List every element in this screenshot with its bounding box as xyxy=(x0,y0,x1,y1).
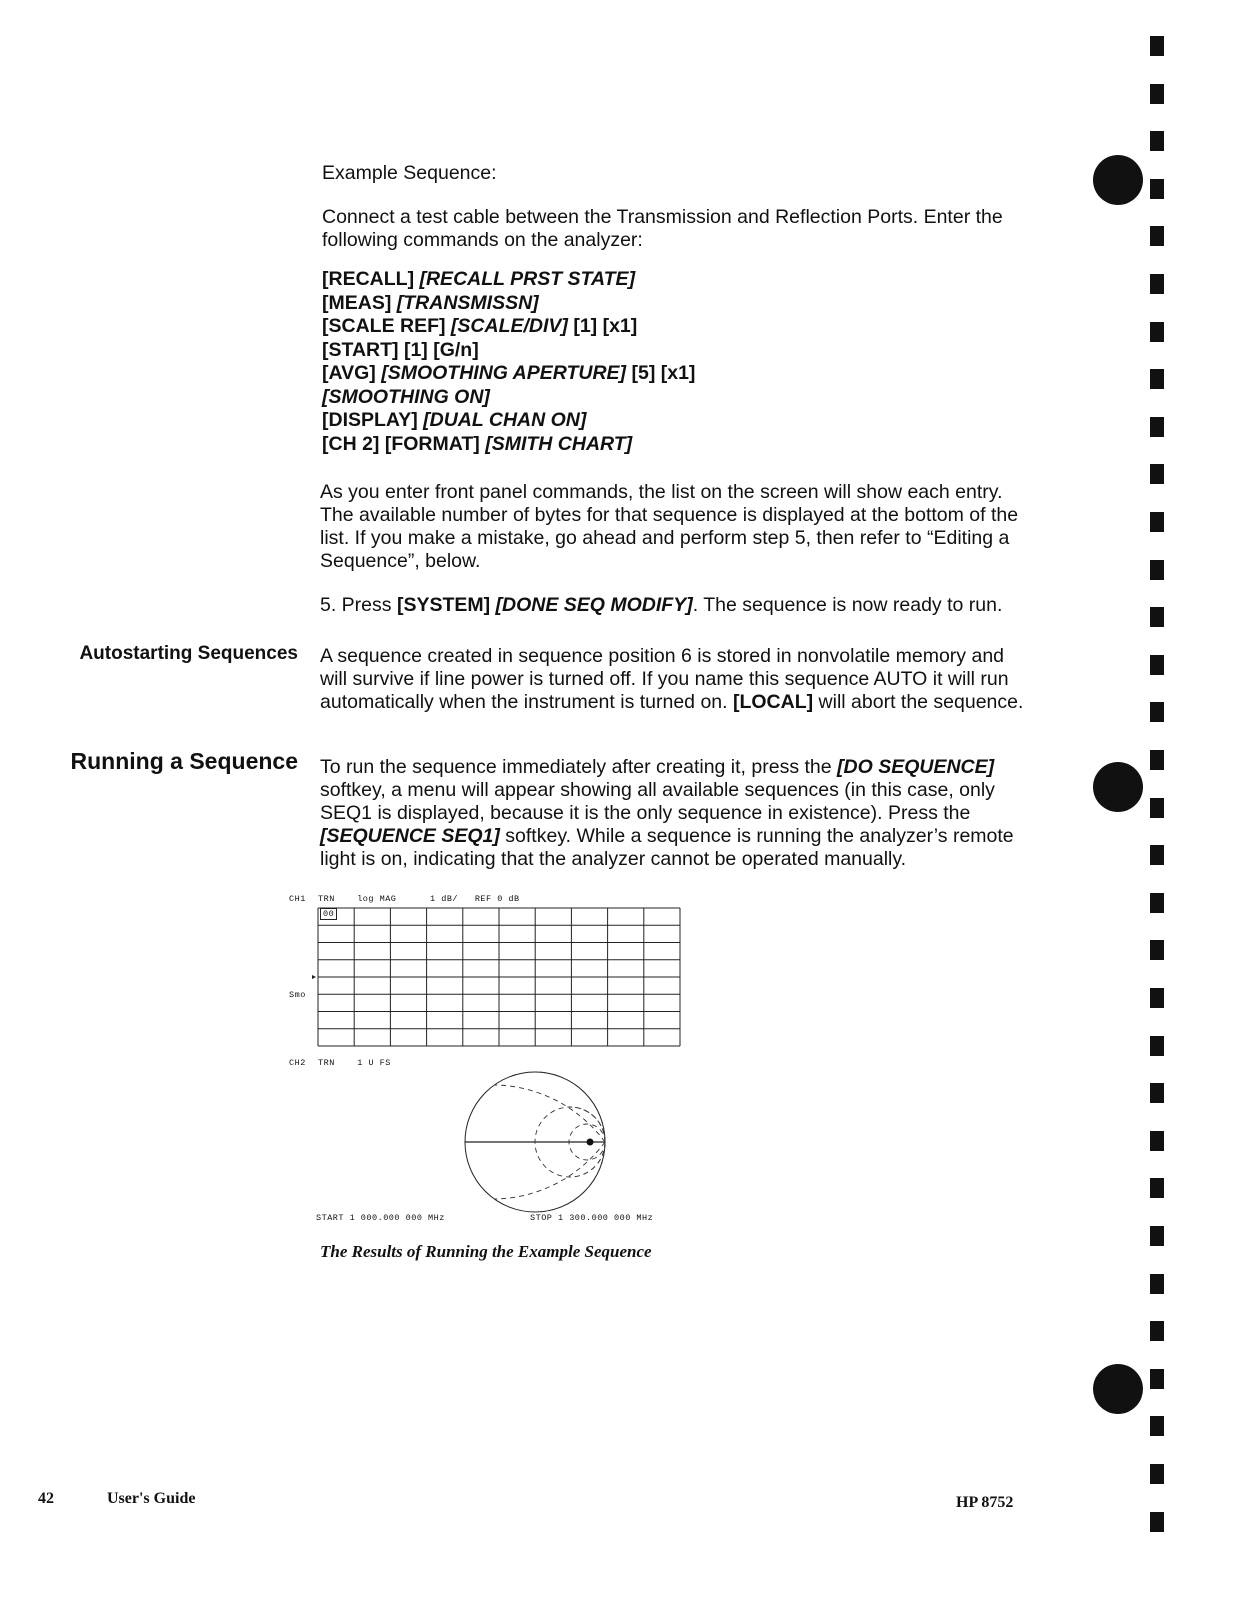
softkey-label: [TRANSMISSN] xyxy=(396,291,539,314)
softkey-label: [SMOOTHING APERTURE] xyxy=(381,362,627,384)
binder-hole xyxy=(1093,762,1143,812)
running-paragraph: To run the sequence immediately after creating it, press the [DO SEQUENCE] softkey, a menu will appear showing all available sequences (in this case, only SEQ1 is displayed, because it is the only sequence in existence). Press the [SEQUENCE SEQ1] softkey. While a sequence is running the analyzer’s remote light is on, indicating that the analyzer cannot be operated manually. xyxy=(320,756,1014,870)
hardkey-label: [AVG] xyxy=(322,362,382,384)
step-5: 5. Press [SYSTEM] [DONE SEQ MODIFY]. The sequence is now ready to run. xyxy=(320,594,1003,616)
hardkey-label: [RECALL] xyxy=(322,268,420,290)
hardkey-label: [1] [x1] xyxy=(567,315,638,337)
binder-square xyxy=(1150,84,1164,104)
binder-hole xyxy=(1093,155,1143,205)
command-line xyxy=(322,386,1034,410)
guide-title: User's Guide xyxy=(107,1490,196,1507)
sequence-seq1-softkey: [SEQUENCE SEQ1] xyxy=(320,825,500,847)
start-frequency: START 1 000.000 000 MHz xyxy=(316,1213,445,1223)
binder-square xyxy=(1150,1416,1164,1436)
binder-square xyxy=(1150,1321,1164,1341)
command-line xyxy=(322,292,1034,316)
binder-square xyxy=(1150,1178,1164,1198)
binder-square xyxy=(1150,940,1164,960)
binder-square xyxy=(1150,1083,1164,1103)
do-sequence-softkey: [DO SEQUENCE] xyxy=(837,756,995,778)
binder-square xyxy=(1150,274,1164,294)
binder-square xyxy=(1150,179,1164,199)
ch1-grid xyxy=(300,900,700,1060)
smith-marker xyxy=(587,1139,594,1146)
binder-square xyxy=(1150,1512,1164,1532)
marker-box: 00 xyxy=(320,908,337,920)
binder-square xyxy=(1150,131,1164,151)
binder-square xyxy=(1150,369,1164,389)
intro-label: Example Sequence: xyxy=(322,162,497,184)
entry-paragraph: As you enter front panel commands, the list on the screen will show each entry. The available number of bytes for that sequence is displayed at the bottom of the list. If you make a mistake, go ahead and perform step 5, then refer to “Editing a Sequence”, below. xyxy=(320,481,1019,572)
softkey-label: [SCALE/DIV] xyxy=(450,315,568,337)
binder-square xyxy=(1150,1036,1164,1056)
ch2-label: CH2 xyxy=(289,1058,306,1068)
ch2-header: TRN 1 U FS xyxy=(318,1058,391,1068)
binder-square xyxy=(1150,750,1164,770)
ch1-label: CH1 xyxy=(289,894,306,904)
binder-square xyxy=(1150,322,1164,342)
binder-square xyxy=(1150,512,1164,532)
binder-square xyxy=(1150,893,1164,913)
page-number: 42 xyxy=(38,1490,54,1507)
reference-arrow-icon xyxy=(312,975,316,979)
binder-square xyxy=(1150,1274,1164,1294)
binder-square xyxy=(1150,1464,1164,1484)
hardkey-label: [CH 2] [FORMAT] xyxy=(322,432,486,455)
running-heading: Running a Sequence xyxy=(70,748,298,774)
binder-square xyxy=(1150,417,1164,437)
system-key: [SYSTEM] xyxy=(396,594,491,616)
binder-square xyxy=(1150,655,1164,675)
intro-paragraph: Connect a test cable between the Transmission and Reflection Ports. Enter the following commands on the analyzer: xyxy=(322,206,1003,251)
binder-square xyxy=(1150,845,1164,865)
stop-frequency: STOP 1 300.000 000 MHz xyxy=(530,1213,654,1223)
hardkey-label: [START] [1] [G/n] xyxy=(322,338,479,361)
done-seq-modify-softkey: [DONE SEQ MODIFY] xyxy=(490,594,693,616)
smith-chart xyxy=(455,1062,615,1222)
hardkey-label: [DISPLAY] xyxy=(322,409,424,431)
binder-square xyxy=(1150,1369,1164,1389)
model-name: HP 8752 xyxy=(956,1494,1014,1511)
command-line xyxy=(322,433,1034,457)
autostart-paragraph: A sequence created in sequence position 6 is stored in nonvolatile memory and will survive if line power is turned off. If you name this sequence AUTO it will run automatically when the instrument is turned on. [LOCAL] will abort the sequence. xyxy=(320,645,1024,713)
command-line xyxy=(322,362,1034,386)
command-line xyxy=(322,315,1034,339)
command-line xyxy=(322,339,1034,363)
command-line xyxy=(322,409,1034,433)
local-key: [LOCAL] xyxy=(732,691,814,713)
smo-label: Smo xyxy=(289,990,306,1000)
command-line xyxy=(322,268,1034,292)
softkey-label: [SMITH CHART] xyxy=(485,432,633,455)
binder-square xyxy=(1150,36,1164,56)
binder-hole xyxy=(1093,1364,1143,1414)
binder-square xyxy=(1150,560,1164,580)
softkey-label: [SMOOTHING ON] xyxy=(322,385,490,408)
binder-square xyxy=(1150,798,1164,818)
binder-square xyxy=(1150,1131,1164,1151)
softkey-label: [DUAL CHAN ON] xyxy=(423,409,587,431)
autostart-heading: Autostarting Sequences xyxy=(79,643,298,664)
command-list xyxy=(322,268,1034,456)
binder-square xyxy=(1150,226,1164,246)
ch1-header: TRN log MAG 1 dB/ REF 0 dB xyxy=(318,894,520,904)
binder-square xyxy=(1150,702,1164,722)
softkey-label: [RECALL PRST STATE] xyxy=(419,268,636,290)
binder-square xyxy=(1150,1226,1164,1246)
binder-square xyxy=(1150,988,1164,1008)
binder-square xyxy=(1150,464,1164,484)
hardkey-label: [SCALE REF] xyxy=(322,315,451,337)
figure-caption: The Results of Running the Example Sequence xyxy=(320,1242,652,1261)
hardkey-label: [MEAS] xyxy=(322,291,397,314)
hardkey-label: [5] [x1] xyxy=(626,362,696,384)
binder-square xyxy=(1150,607,1164,627)
